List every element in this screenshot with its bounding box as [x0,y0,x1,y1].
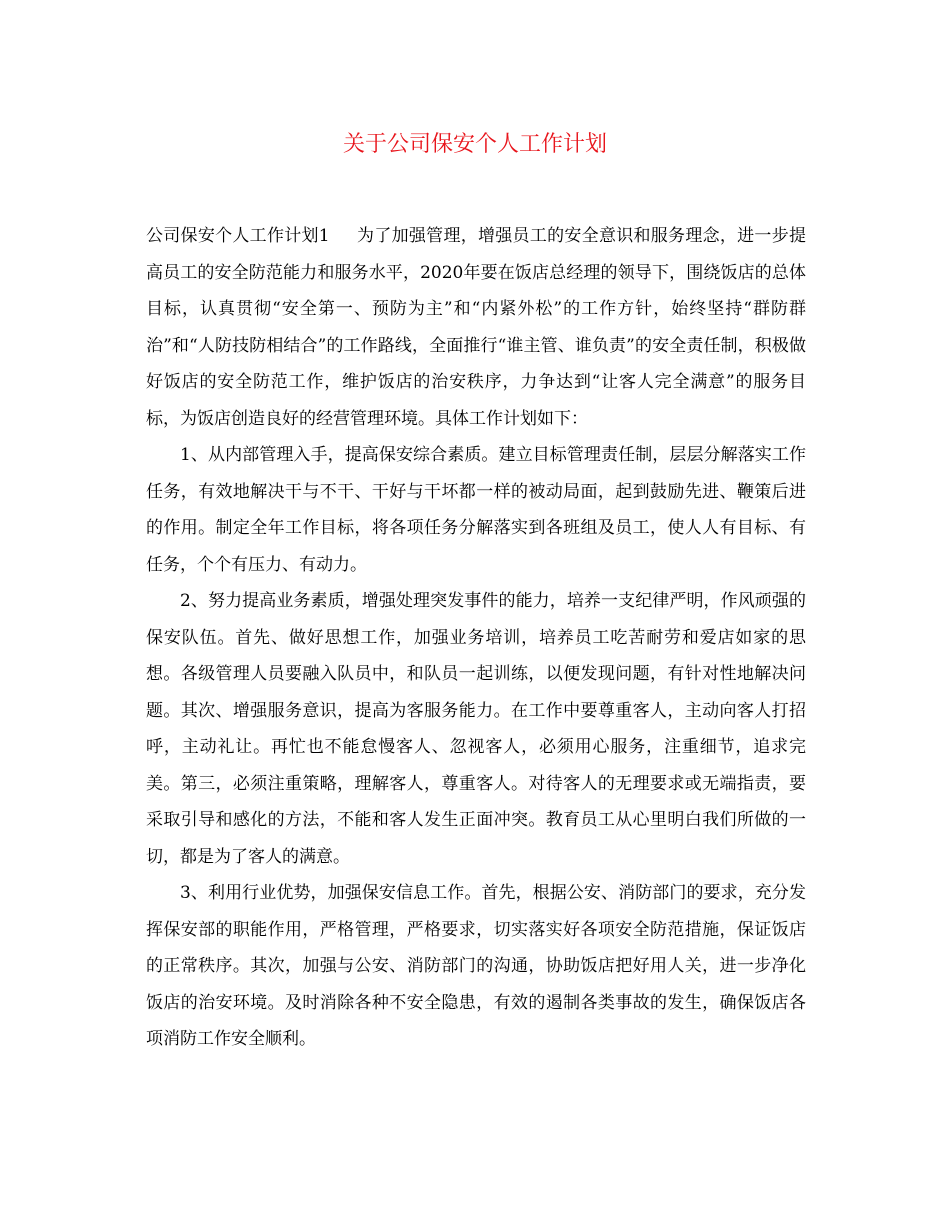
document-title: 关于公司保安个人工作计划 [342,132,607,157]
paragraph-1: 1、从内部管理入手，提高保安综合素质。建立目标管理责任制，层层分解落实工作任务，有效地解决干与不干、干好与干坏都一样的被动局面，起到鼓励先进、鞭策后进的作用。制定全年工作目标，将各项任务分解落实到各班组及员工，使人人有目标、有任务，个个有压力、有动力。 [146,445,806,575]
paragraph-2: 2、努力提高业务素质，增强处理突发事件的能力，培养一支纪律严明，作风顽强的保安队伍。首先、做好思想工作，加强业务培训，培养员工吃苦耐劳和爱店如家的思想。各级管理人员要融入队员中，和队员一起训练，以便发现问题，有针对性地解决问题。其次、增强服务意识，提高为客服务能力。在工作中要尊重客人，主动向客人打招呼，主动礼让。再忙也不能怠慢客人、忽视客人，必须用心服务，注重细节，追求完美。第三，必须注重策略，理解客人，尊重客人。对待客人的无理要求或无端指责，要采取引导和感化的方法，不能和客人发生正面冲突。教育员工从心里明白我们所做的一切，都是为了客人的满意。 [146,591,806,867]
intro-paragraph [146,218,806,437]
intro-text: 为了加强管理，增强员工的安全意识和服务理念，进一步提高员工的安全防范能力和服务水平，2020年要在饭店总经理的领导下，围绕饭店的总体目标，认真贯彻“安全第一、预防为主”和“内紧外松”的工作方针，始终坚持“群防群治”和“人防技防相结合”的工作路线，全面推行“谁主管、谁负责”的安全责任制，积极做好饭店的安全防范工作，维护饭店的治安秩序，力争达到“让客人完全满意”的服务目标，为饭店创造良好的经营管理环境。具体工作计划如下： [146,226,806,429]
paragraph-3: 3、利用行业优势，加强保安信息工作。首先，根据公安、消防部门的要求，充分发挥保安部的职能作用，严格管理，严格要求，切实落实好各项安全防范措施，保证饭店的正常秩序。其次，加强与公安、消防部门的沟通，协助饭店把好用人关，进一步净化饭店的治安环境。及时消除各种不安全隐患，有效的遏制各类事故的发生，确保饭店各项消防工作安全顺利。 [146,883,806,1049]
document-body [146,218,806,1058]
lead-label: 公司保安个人工作计划1 [146,226,330,246]
